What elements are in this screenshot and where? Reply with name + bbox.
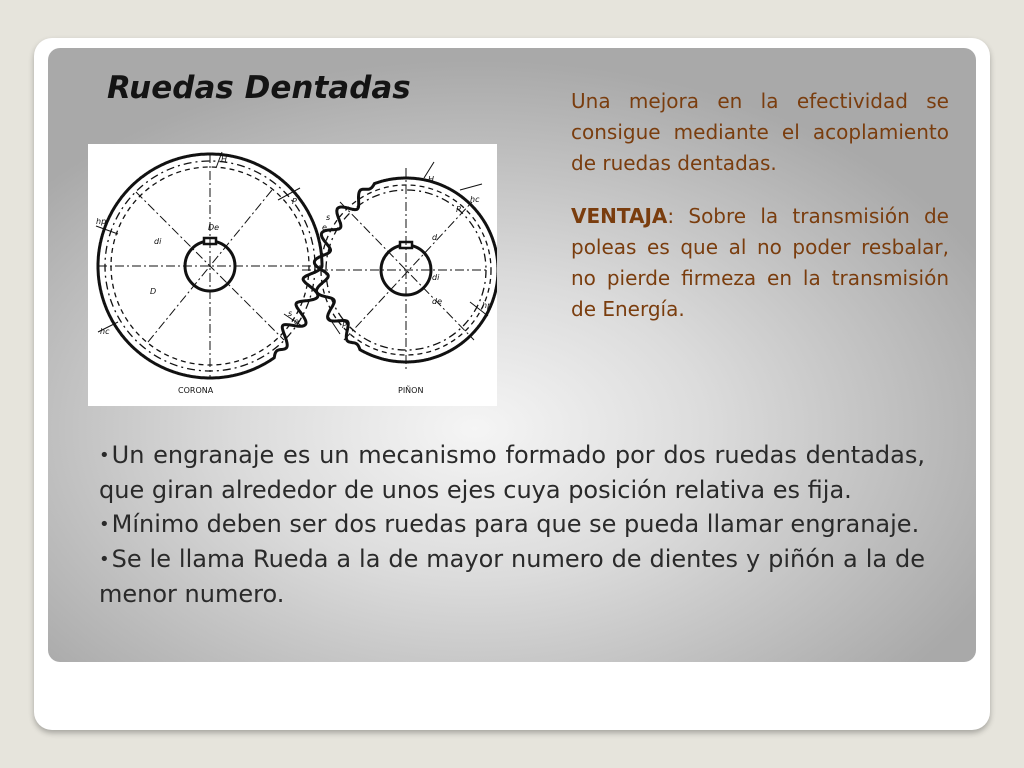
bullet-item <box>99 507 925 542</box>
svg-text:s: s <box>288 309 293 318</box>
svg-text:D: D <box>150 287 157 296</box>
svg-text:H: H <box>428 175 435 184</box>
svg-text:e: e <box>322 223 327 232</box>
svg-text:H: H <box>221 155 228 164</box>
bullet-mark: • <box>99 445 110 466</box>
advantage-text: Sobre la transmisión de poleas es que al no poder resbalar, no pierde firmeza en la transmisión de Energía. <box>571 204 949 321</box>
svg-text:hp: hp <box>96 217 107 226</box>
svg-text:hc: hc <box>100 327 110 336</box>
bullet-item <box>99 438 925 507</box>
svg-text:s: s <box>326 213 331 222</box>
side-text <box>571 86 949 347</box>
bullet-text: Un engranaje es un mecanismo formado por dos ruedas dentadas, que giran alrededor de unos ejes cuya posición relativa es fija. <box>99 441 925 504</box>
bullet-text: Mínimo deben ser dos ruedas para que se pueda llamar engranaje. <box>111 510 920 538</box>
corona-gear <box>96 152 322 378</box>
bullet-text: Se le llama Rueda a la de mayor numero de dientes y piñón a la de menor numero. <box>99 545 925 608</box>
svg-text:hc: hc <box>470 195 480 204</box>
pinon-gear <box>302 162 497 372</box>
svg-text:e: e <box>294 317 299 326</box>
svg-text:de: de <box>432 297 442 306</box>
svg-text:di: di <box>154 237 162 246</box>
svg-text:hp: hp <box>482 301 493 310</box>
svg-text:P: P <box>292 197 297 206</box>
svg-text:di: di <box>432 273 440 282</box>
advantage-label: VENTAJA <box>571 204 668 228</box>
gear-diagram <box>88 144 497 406</box>
svg-text:d: d <box>432 233 438 242</box>
svg-text:P: P <box>456 205 461 214</box>
bullet-mark: • <box>99 549 110 570</box>
gear-diagram-svg <box>88 144 497 406</box>
svg-text:De: De <box>208 223 220 232</box>
advantage-paragraph <box>571 201 949 325</box>
bullet-item <box>99 542 925 611</box>
corona-caption: CORONA <box>178 386 214 395</box>
pinon-dimension-labels <box>322 175 492 330</box>
bullet-mark: • <box>99 514 110 535</box>
pinon-caption: PIÑON <box>398 386 424 395</box>
advantage-colon: : <box>667 204 675 228</box>
intro-paragraph: Una mejora en la efectividad se consigue mediante el acoplamiento de ruedas dentadas. <box>571 89 949 175</box>
svg-text:P: P <box>342 321 347 330</box>
bullet-list <box>99 438 925 611</box>
slide-title: Ruedas Dentadas <box>107 70 411 106</box>
